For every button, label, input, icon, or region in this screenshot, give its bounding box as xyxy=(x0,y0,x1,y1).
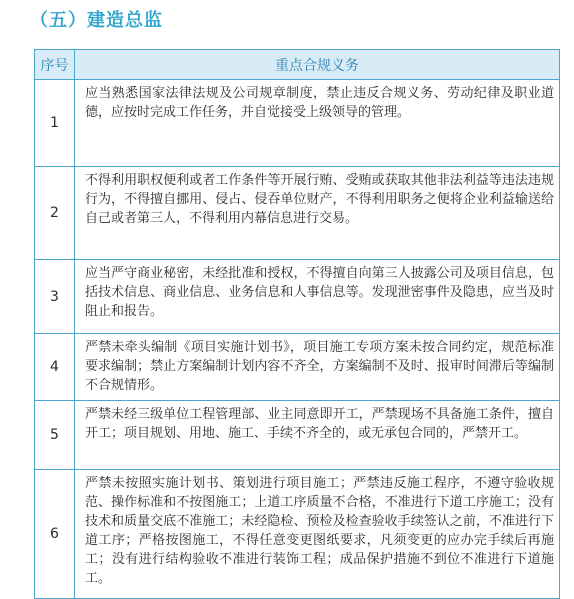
row-number: 5 xyxy=(35,401,75,470)
row-duty-text: 应当熟悉国家法律法规及公司规章制度，禁止违反合规义务、劳动纪律及职业道德，应按时完成工作任务，并自觉接受上级领导的管理。 xyxy=(75,80,560,167)
row-duty-text: 严禁未牵头编制《项目实施计划书》，项目施工专项方案未按合同约定，规范标准要求编制；禁止方案编制计划内容不齐全，方案编制不及时、报审时间滞后等编制不合规情形。 xyxy=(75,334,560,401)
row-number: 3 xyxy=(35,260,75,334)
compliance-duties-table xyxy=(34,49,560,599)
row-duty-text: 不得利用职权便利或者工作条件等开展行贿、受贿或获取其他非法利益等违法违规行为，不得擅自挪用、侵占、侵吞单位财产，不得利用职务之便将企业利益输送给自己或者第三人，不得利用内幕信息进行交易。 xyxy=(75,167,560,260)
table-row xyxy=(35,401,560,470)
row-duty-text: 应当严守商业秘密，未经批准和授权，不得擅自向第三人披露公司及项目信息，包括技术信息、商业信息、业务信息和人事信息等。发现泄密事件及隐患，应当及时阻止和报告。 xyxy=(75,260,560,334)
row-number: 1 xyxy=(35,80,75,167)
table-header-row xyxy=(35,50,560,80)
table-row xyxy=(35,167,560,260)
row-duty-text: 严禁未经三级单位工程管理部、业主同意即开工，严禁现场不具备施工条件，擅自开工；项目规划、用地、施工、手续不齐全的，或无承包合同的，严禁开工。 xyxy=(75,401,560,470)
header-duties: 重点合规义务 xyxy=(75,50,560,80)
row-number: 2 xyxy=(35,167,75,260)
table-row xyxy=(35,260,560,334)
row-number: 4 xyxy=(35,334,75,401)
table-row xyxy=(35,470,560,599)
row-duty-text: 严禁未按照实施计划书、策划进行项目施工；严禁违反施工程序，不遵守验收规范、操作标准和不按图施工；上道工序质量不合格，不准进行下道工序施工；没有技术和质量交底不准施工；未经隐检、预检及检查验收手续签认之前，不准进行下道工序；严格按图施工，不得任意变更图纸要求，凡须变更的应办完手续后再施工；没有进行结构验收不准进行装饰工程；成品保护措施不到位不准进行下道施工。 xyxy=(75,470,560,599)
section-title: （五）建造总监 xyxy=(30,10,163,31)
table-row xyxy=(35,334,560,401)
row-number: 6 xyxy=(35,470,75,599)
table-row xyxy=(35,80,560,167)
header-number: 序号 xyxy=(35,50,75,80)
